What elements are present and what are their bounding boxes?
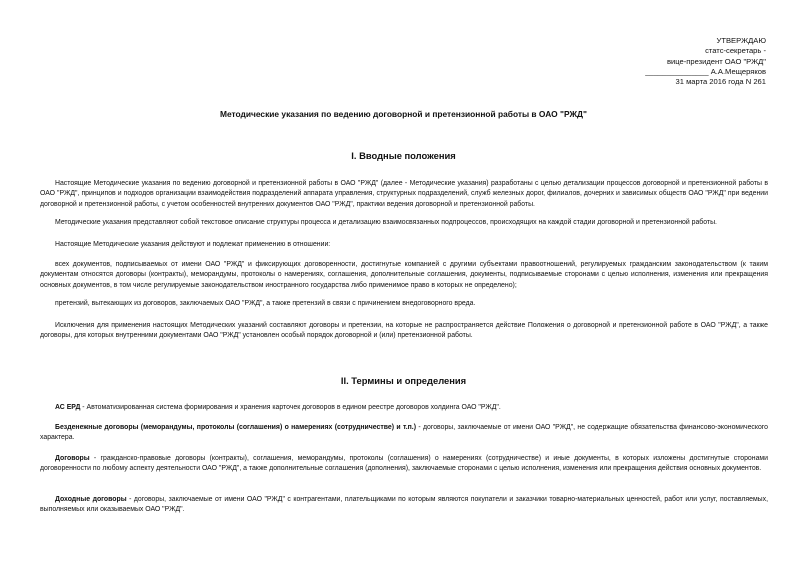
approval-block <box>645 36 766 87</box>
approval-position-2: вице-президент ОАО "РЖД" <box>666 56 766 66</box>
paragraph: всех документов, подписываемых от имени ОАО "РЖД" и фиксирующих договоренности, достигнутые компанией с другими субъектами правоотношений, регулируемых гражданским законодательством (к таким документам относятся договоры (контракты), меморандумы, протоколы о намерениях, соглашения, дополнительные соглашения, документы, подписываемые сторонами с целью исполнения, изменения или прекращения основных документов, в том числе регулируемые законодательством иностранного государства либо применимое право в которых не определено); <box>40 261 768 289</box>
term-text: - гражданско-правовые договоры (контракты), соглашения, меморандумы, протоколы (соглашения) о намерениях (сотрудничестве) и иные документы, в которых изложены достигнутые сторонами договоренности по любому аспекту деятельности ОАО "РЖД", а также дополнительные соглашения (дополнения), заключаемые сторонами с целью исполнения, изменения или прекращения действия основных документов. <box>40 455 768 473</box>
approval-heading: УТВЕРЖДАЮ <box>716 36 766 45</box>
term-label: Договоры <box>55 455 90 462</box>
paragraph: Настоящие Методические указания по ведению договорной и претензионной работы в ОАО "РЖД" (далее - Методические указания) разработаны с целью детализации процессов договорной и претензионной работы в ОАО "РЖД", принципов и подходов организации взаимодействия подразделений аппарата управления, структурных подразделений, служб железных дорог, филиалов, дочерних и зависимых обществ ОАО "РЖД" при ведении договорной и претензионной работы, с учетом особенностей внутренних документов ОАО "РЖД", практики ведения договорной и претензионной работы. <box>40 180 768 208</box>
document-title: Методические указания по ведению договорной и претензионной работы в ОАО "РЖД" <box>220 109 587 119</box>
paragraph: Методические указания представляют собой текстовое описание структуры процесса и детализацию взаимосвязанных подпроцессов, происходящих на каждой стадии договорной и претензионной работы. <box>55 219 717 226</box>
approval-position: статс-секретарь - <box>705 46 766 56</box>
term-definition <box>40 403 768 413</box>
term-text: - договоры, заключаемые от имени ОАО "РЖД" с контрагентами, плательщиками по которым являются покупатели и заказчики товарно-материальных ценностей, работ или услуг, поставляемых, выполняемых или оказываемых ОАО "РЖД". <box>40 496 768 514</box>
term-label: Безденежные договоры (меморандумы, протоколы (соглашения) о намерениях (сотрудничестве) и т.п.) <box>55 424 417 431</box>
approval-date: 31 марта 2016 года N 261 <box>675 77 766 87</box>
term-text: - договоры, заключаемые от имени ОАО "РЖД", не содержащие обязательства финансово-экономического характера. <box>40 424 768 442</box>
term-definition <box>40 454 768 475</box>
section-title-introduction: I. Вводные положения <box>351 150 456 161</box>
term-label: Доходные договоры <box>55 496 127 503</box>
term-definition <box>40 495 768 516</box>
term-text: - Автоматизированная система формирования и хранения карточек договоров в едином реестре договоров холдинга ОАО "РЖД". <box>80 404 501 411</box>
paragraph: Настоящие Методические указания действуют и подлежат применению в отношении: <box>55 241 331 248</box>
paragraph: Исключения для применения настоящих Методических указаний составляют договоры и претензии, на которые не распространяется действие Положения о договорной и претензионной работе в ОАО "РЖД", а также договоры, для которых внутренними документами ОАО "РЖД" установлен особый порядок договорной и (или) претензионной работы. <box>40 322 768 340</box>
paragraph: претензий, вытекающих из договоров, заключаемых ОАО "РЖД", а также претензий в связи с причинением внедоговорного вреда. <box>55 300 476 307</box>
approval-signature: _______________ А.А.Мещеряков <box>645 66 766 76</box>
term-definition <box>40 423 768 444</box>
term-label: АС ЕРД <box>55 404 81 411</box>
section-title-terms: II. Термины и определения <box>340 375 467 386</box>
